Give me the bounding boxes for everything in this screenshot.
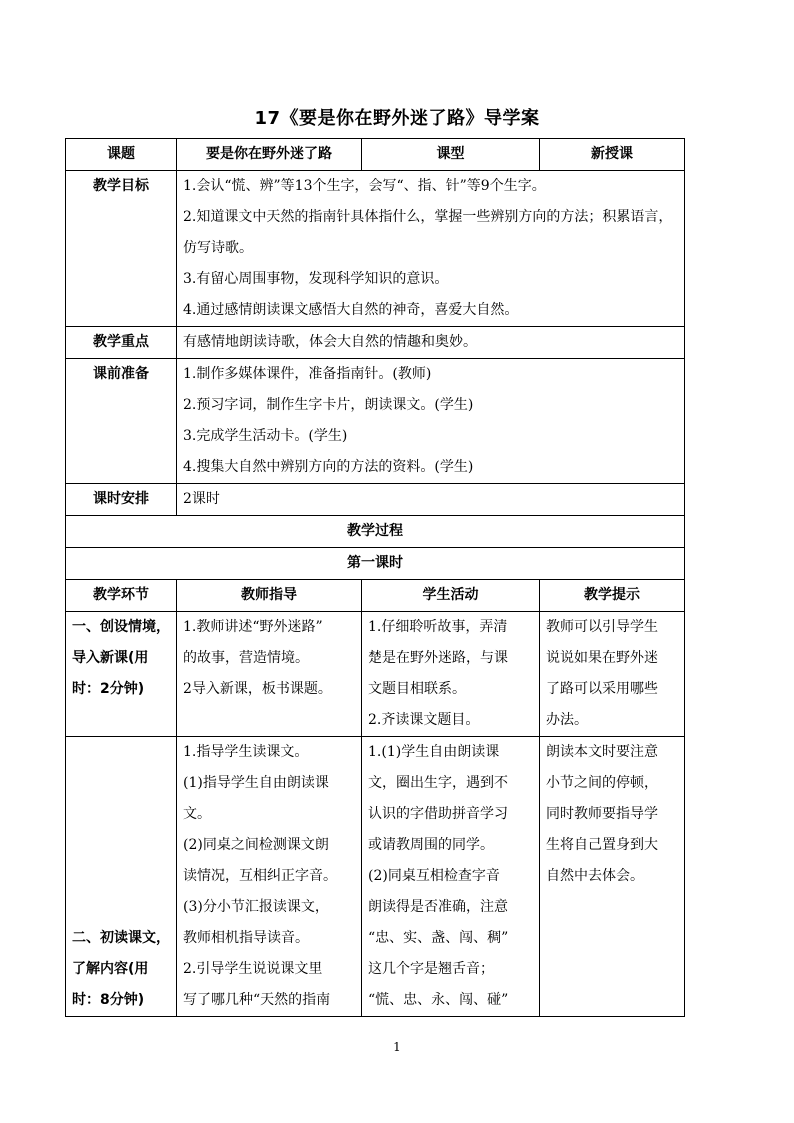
goals-row bbox=[66, 171, 685, 327]
schedule-text: 2课时 bbox=[177, 484, 685, 516]
teacher-line: (3)分小节汇报读课文， bbox=[183, 899, 329, 915]
focus-label: 教学重点 bbox=[66, 327, 177, 359]
column-header: 教学环节 bbox=[66, 580, 177, 612]
student-cell bbox=[362, 737, 540, 1017]
stage-line: 时：8分钟) bbox=[72, 992, 145, 1008]
stage-line: 时：2分钟) bbox=[72, 681, 145, 697]
tip-line: 同时教师要指导学 bbox=[546, 806, 658, 822]
student-line: 文，圈出生字，遇到不 bbox=[368, 775, 508, 791]
teacher-cell bbox=[177, 737, 362, 1017]
goals-cell bbox=[177, 171, 685, 327]
type-label: 课型 bbox=[362, 139, 540, 171]
prep-row bbox=[66, 359, 685, 484]
prep-item: 3.完成学生活动卡。(学生) bbox=[183, 428, 348, 444]
student-line: 1.(1)学生自由朗读课 bbox=[368, 744, 500, 760]
student-line: 这几个字是翘舌音； bbox=[368, 961, 494, 977]
process-header-row bbox=[66, 516, 685, 548]
stage-line: 一、创设情境， bbox=[72, 619, 170, 635]
lesson1-header: 第一课时 bbox=[66, 548, 685, 580]
tip-line: 自然中去体会。 bbox=[546, 868, 644, 884]
teacher-line: 读情况，互相纠正字音。 bbox=[183, 868, 337, 884]
process-header: 教学过程 bbox=[66, 516, 685, 548]
column-header: 学生活动 bbox=[362, 580, 540, 612]
topic-value: 要是你在野外迷了路 bbox=[177, 139, 362, 171]
student-line: 1.仔细聆听故事，弄清 bbox=[368, 619, 508, 635]
topic-label: 课题 bbox=[66, 139, 177, 171]
prep-cell bbox=[177, 359, 685, 484]
column-header: 教师指导 bbox=[177, 580, 362, 612]
table-row bbox=[66, 737, 685, 1017]
teacher-line: 的故事，营造情境。 bbox=[183, 650, 309, 666]
tip-line: 教师可以引导学生 bbox=[546, 619, 658, 635]
student-line: 2.齐读课文题目。 bbox=[368, 712, 480, 728]
student-cell bbox=[362, 612, 540, 737]
student-line: 文题目相联系。 bbox=[368, 681, 466, 697]
focus-row bbox=[66, 327, 685, 359]
type-value: 新授课 bbox=[540, 139, 685, 171]
tip-line: 了路可以采用哪些 bbox=[546, 681, 658, 697]
prep-item: 4.搜集大自然中辨别方向的方法的资料。(学生) bbox=[183, 459, 474, 475]
student-line: “忠、实、盏、闯、稠” bbox=[368, 930, 509, 946]
prep-item: 2.预习字词，制作生字卡片，朗读课文。(学生) bbox=[183, 397, 474, 413]
tip-cell bbox=[540, 737, 685, 1017]
teacher-cell bbox=[177, 612, 362, 737]
goal-item: 4.通过感情朗读课文感悟大自然的神奇，喜爱大自然。 bbox=[183, 302, 519, 318]
teacher-line: (2)同桌之间检测课文朗 bbox=[183, 837, 329, 853]
teacher-line: 1.指导学生读课文。 bbox=[183, 744, 309, 760]
goals-label: 教学目标 bbox=[66, 171, 177, 327]
tip-line: 说说如果在野外迷 bbox=[546, 650, 658, 666]
teacher-line: 文。 bbox=[183, 806, 211, 822]
student-line: (2)同桌互相检查字音 bbox=[368, 868, 500, 884]
stage-line: 导入新课(用 bbox=[72, 650, 149, 666]
stage-cell bbox=[66, 737, 177, 1017]
student-line: 朗读得是否准确，注意 bbox=[368, 899, 508, 915]
page-title: 17《要是你在野外迷了路》导学案 bbox=[254, 108, 540, 129]
teacher-line: (1)指导学生自由朗读课 bbox=[183, 775, 329, 791]
tip-cell bbox=[540, 612, 685, 737]
page-number: 1 bbox=[393, 1040, 401, 1054]
table-row bbox=[66, 612, 685, 737]
stage-line: 二、初读课文， bbox=[72, 930, 170, 946]
student-line: “慌、忠、永、闯、碰” bbox=[368, 992, 509, 1008]
lesson1-header-row bbox=[66, 548, 685, 580]
teacher-line: 2导入新课，板书课题。 bbox=[183, 681, 332, 697]
tip-line: 小节之间的停顿， bbox=[546, 775, 658, 791]
student-line: 或请教周围的同学。 bbox=[368, 837, 494, 853]
prep-label: 课前准备 bbox=[66, 359, 177, 484]
goal-item: 1.会认“慌、辨”等13个生字，会写“、指、针”等9个生字。 bbox=[183, 178, 546, 194]
student-line: 认识的字借助拼音学习 bbox=[368, 806, 508, 822]
teacher-line: 写了哪几种“天然的指南 bbox=[183, 992, 331, 1008]
goal-item: 3.有留心周围事物，发现科学知识的意识。 bbox=[183, 271, 449, 287]
schedule-row bbox=[66, 484, 685, 516]
stage-cell bbox=[66, 612, 177, 737]
goal-item: 2.知道课文中天然的指南针具体指什么，掌握一些辨别方向的方法；积累语言，仿写诗歌。 bbox=[183, 209, 673, 256]
teacher-line: 2.引导学生说说课文里 bbox=[183, 961, 323, 977]
focus-text: 有感情地朗读诗歌，体会大自然的情趣和奥妙。 bbox=[177, 327, 685, 359]
tip-line: 朗读本文时要注意 bbox=[546, 744, 658, 760]
teacher-line: 教师相机指导读音。 bbox=[183, 930, 309, 946]
teacher-line: 1.教师讲述“野外迷路” bbox=[183, 619, 323, 635]
tip-line: 生将自己置身到大 bbox=[546, 837, 658, 853]
info-row bbox=[66, 139, 685, 171]
tip-line: 办法。 bbox=[546, 712, 588, 728]
schedule-label: 课时安排 bbox=[66, 484, 177, 516]
column-header-row bbox=[66, 580, 685, 612]
lesson-plan-table bbox=[65, 138, 685, 1017]
student-line: 楚是在野外迷路，与课 bbox=[368, 650, 508, 666]
stage-line: 了解内容(用 bbox=[72, 961, 149, 977]
prep-item: 1.制作多媒体课件，准备指南针。(教师) bbox=[183, 366, 432, 382]
column-header: 教学提示 bbox=[540, 580, 685, 612]
